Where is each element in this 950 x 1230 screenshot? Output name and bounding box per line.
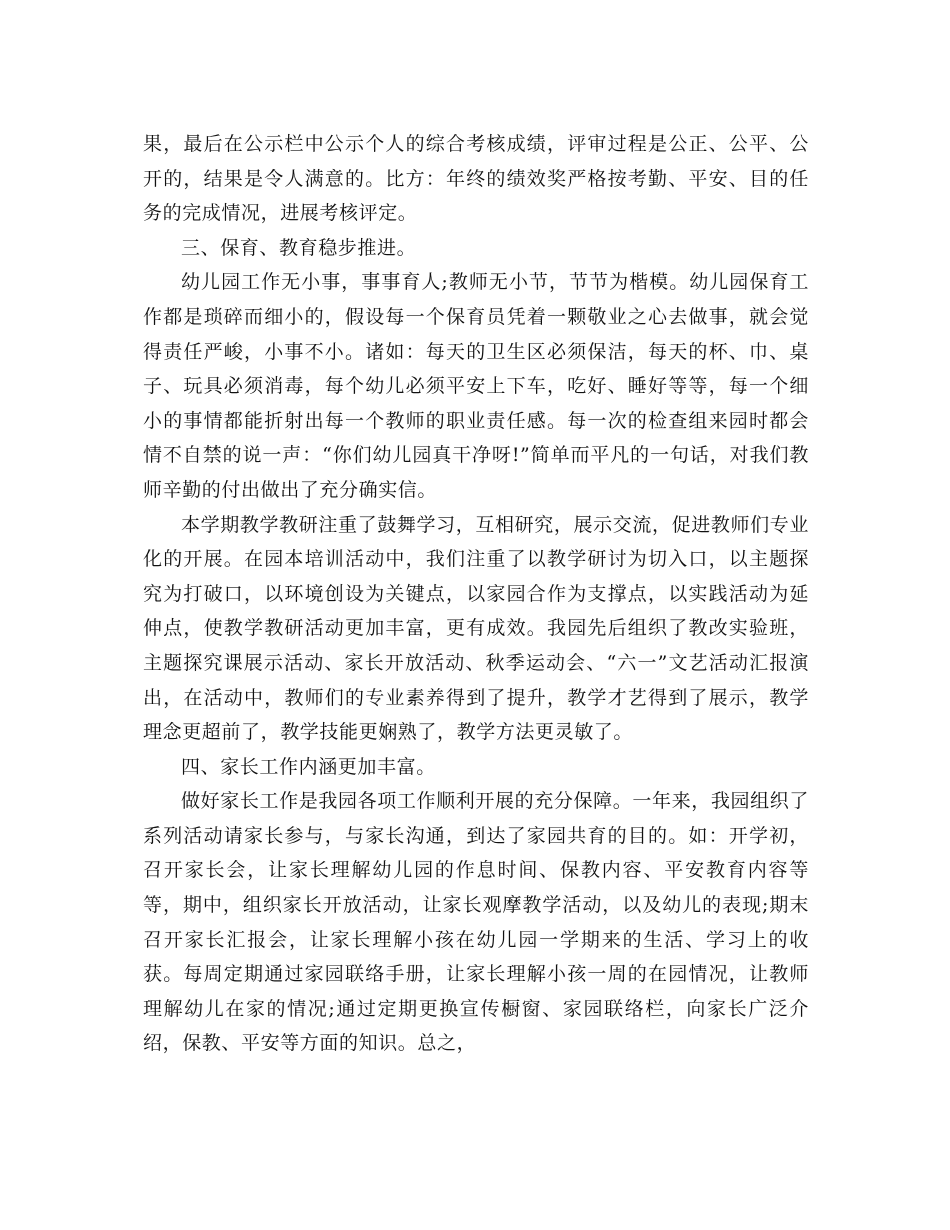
section-heading-4: 四、家长工作内涵更加丰富。 (181, 755, 436, 778)
paragraph-parent-work: 做好家长工作是我园各项工作顺利开展的充分保障。一年来，我园组织了系列活动请家长参与，与家长沟通，到达了家园共育的目的。如：开学初，召开家长会，让家长理解幼儿园的作息时间、保教内容、平安教育内容等等，期中，组织家长开放活动，让家长观摩教学活动，以及幼儿的表现;期末召开家长汇报会，让家长理解小孩在幼儿园一学期来的生活、学习上的收获。每周定期通过家园联络手册，让家长理解小孩一周的在园情况，让教师理解幼儿在家的情况;通过定期更换宣传橱窗、家园联络栏，向家长广泛介绍，保教、平安等方面的知识。总之， (143, 790, 809, 1055)
paragraph-continuation: 果，最后在公示栏中公示个人的综合考核成绩，评审过程是公正、公平、公开的，结果是令人满意的。比方：年终的绩效奖严格按考勤、平安、目的任务的完成情况，进展考核评定。 (143, 133, 809, 225)
section-heading-3: 三、保育、教育稳步推进。 (181, 236, 417, 259)
paragraph-teaching-research: 本学期教学教研注重了鼓舞学习，互相研究，展示交流，促进教师们专业化的开展。在园本培训活动中，我们注重了以教学研讨为切入口，以主题探究为打破口，以环境创设为关键点，以家园合作为支撑点，以实践活动为延伸点，使教学教研活动更加丰富，更有成效。我园先后组织了教改实验班，主题探究课展示活动、家长开放活动、秋季运动会、“六一”文艺活动汇报演出，在活动中，教师们的专业素养得到了提升，教学才艺得到了展示，教学理念更超前了，教学技能更娴熟了，教学方法更灵敏了。 (143, 513, 809, 744)
paragraph-childcare: 幼儿园工作无小事，事事育人;教师无小节，节节为楷模。幼儿园保育工作都是琐碎而细小的，假设每一个保育员凭着一颗敬业之心去做事，就会觉得责任严峻，小事不小。诸如：每天的卫生区必须保洁，每天的杯、巾、桌子、玩具必须消毒，每个幼儿必须平安上下车，吃好、睡好等等，每一个细小的事情都能折射出每一个教师的职业责任感。每一次的检查组来园时都会情不自禁的说一声：“你们幼儿园真干净呀!”简单而平凡的一句话，对我们教师辛勤的付出做出了充分确实信。 (143, 271, 809, 501)
document-body (143, 127, 809, 1061)
